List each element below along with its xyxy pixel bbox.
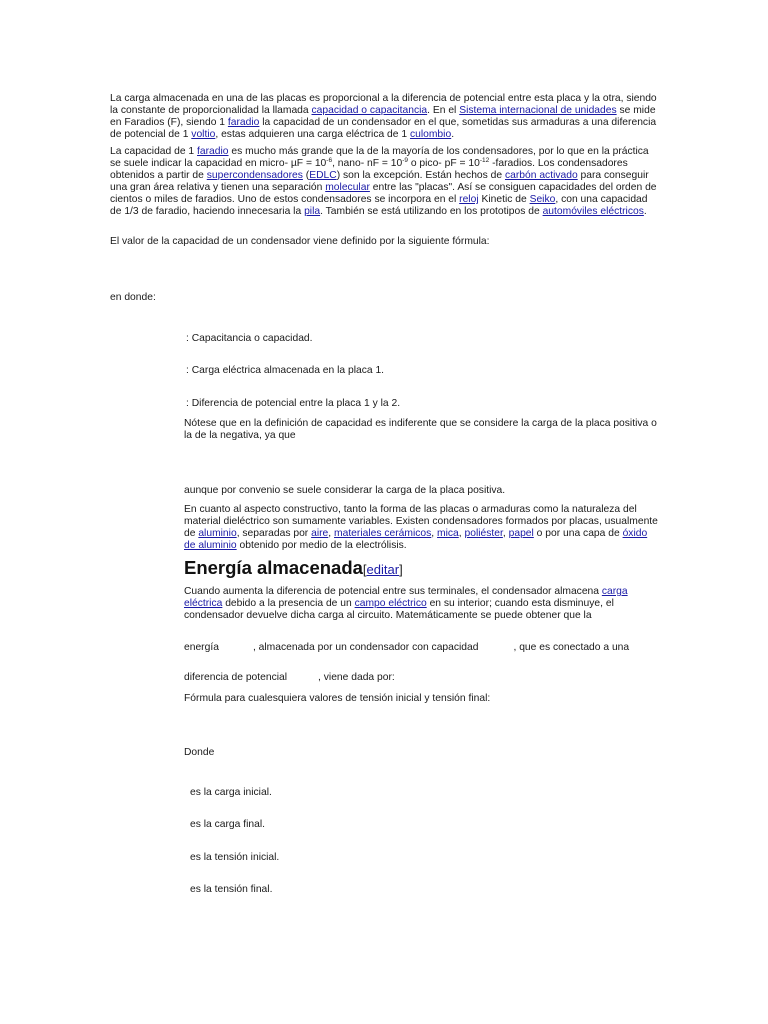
text: , (502, 528, 509, 539)
link-mica[interactable]: mica (437, 528, 459, 539)
text: entre las "placas". Así se consiguen capacidades del orden de cientos o miles de faradios. Uno de estos condensadores se incorpora en el (110, 182, 657, 205)
exponent: -12 (479, 157, 490, 164)
text: , (458, 528, 465, 539)
text: diferencia de potencial (184, 672, 288, 683)
link-campo-electrico[interactable]: campo eléctrico (354, 598, 427, 609)
text: Kinetic de (478, 194, 530, 205)
text: Cuando aumenta la diferencia de potencial entre sus terminales, el condensador almacena (184, 586, 602, 597)
text: , (431, 528, 438, 539)
definition-initial-charge: es la carga inicial. (190, 787, 272, 798)
link-materiales-ceramicos[interactable]: materiales cerámicos (334, 528, 432, 539)
edit-section (363, 562, 403, 577)
text: . (451, 129, 455, 140)
text: debido a la presencia de un (222, 598, 355, 609)
text: , estas adquieren una carga eléctrica de 1 (215, 129, 410, 140)
text: , que es conectado a una (513, 642, 630, 653)
paragraph-formula-general: Fórmula para cualesquiera valores de tensión inicial y tensión final: (184, 693, 491, 704)
definition-capacitance: : Capacitancia o capacidad. (186, 333, 313, 344)
text: En cuanto al aspecto constructivo, tanto la forma de las placas o armaduras como la naturaleza del material dieléctrico son sumamente variables. Existen condensadores formados por placas, usualmente de (184, 504, 658, 539)
exponent: -6 (326, 157, 333, 164)
definition-charge: : Carga eléctrica almacenada en la placa 1. (186, 365, 385, 376)
link-faradio[interactable]: faradio (197, 146, 229, 157)
text: o pico- pF = 10 (407, 158, 480, 169)
definition-potential-difference: : Diferencia de potencial entre la placa 1 y la 2. (186, 398, 401, 409)
text: . También se está utilizando en los prototipos de (320, 206, 543, 217)
heading-title: Energía almacenada (184, 557, 363, 578)
text: es mucho más grande que la de la mayoría de los condensadores, por lo que en la práctica se suele indicar la capacidad en micro- µF = 10 (110, 146, 649, 169)
paragraph-convention: aunque por convenio se suele considerar la carga de la placa positiva. (184, 485, 506, 496)
link-aluminio[interactable]: aluminio (198, 528, 237, 539)
text: la capacidad de un condensador en el que, sometidas sus armaduras a una diferencia de potencial de 1 (110, 117, 657, 140)
link-molecular[interactable]: molecular (325, 182, 370, 193)
text: , nano- nF = 10 (332, 158, 403, 169)
bracket-close: ] (399, 562, 403, 577)
text: en su interior; cuando esta disminuye, el condensador devuelve dicha carga al circuito. Matemáticamente se puede obtener que la (184, 598, 614, 621)
text: energía (184, 642, 219, 653)
bracket-open: [ (362, 562, 367, 577)
link-oxido-de-aluminio[interactable]: óxido de aluminio (184, 528, 648, 551)
text: , (328, 528, 335, 539)
text: -faradios. Los condensadores obtenidos a partir de (110, 158, 628, 181)
exponent: -9 (402, 157, 408, 164)
link-papel[interactable]: papel (508, 528, 534, 539)
paragraph-capacitance-intro (110, 93, 658, 141)
section-heading-energia (184, 557, 658, 581)
link-edlc[interactable]: EDLC (309, 170, 337, 181)
paragraph-potential-line (184, 672, 658, 684)
link-poliester[interactable]: poliéster (464, 528, 503, 539)
text: La carga almacenada en una de las placas es proporcional a la diferencia de potencial entre esta placa y la otra, siendo la constante de proporcionalidad la llamada (110, 93, 657, 116)
link-carga-electrica[interactable]: carga eléctrica (184, 586, 628, 609)
link-pila[interactable]: pila (304, 206, 321, 217)
paragraph-energy-formula-line (184, 642, 664, 654)
paragraph-en-donde: en donde: (110, 292, 156, 303)
link-culombio[interactable]: culombio (409, 129, 452, 140)
paragraph-donde: Donde (184, 747, 215, 758)
link-automoviles-electricos[interactable]: automóviles eléctricos (542, 206, 644, 217)
link-sistema-internacional[interactable]: Sistema internacional de unidades (459, 105, 617, 116)
link-carbon-activado[interactable]: carbón activado (504, 170, 578, 181)
definition-final-charge: es la carga final. (190, 819, 265, 830)
link-reloj[interactable]: reloj (459, 194, 479, 205)
text: . En el (427, 105, 460, 116)
text: ( (302, 170, 310, 181)
text: , con una capacidad de 1/3 de faradio, haciendo innecesaria la (110, 194, 648, 217)
link-seiko[interactable]: Seiko (529, 194, 556, 205)
text: para conseguir una gran área relativa y tienen una separación (110, 170, 649, 193)
text: o por una capa de (533, 528, 623, 539)
text: se mide en Faradios (F), siendo 1 (110, 105, 656, 128)
definition-final-voltage: es la tensión final. (190, 884, 273, 895)
link-aire[interactable]: aire (311, 528, 329, 539)
text: , separadas por (236, 528, 312, 539)
link-faradio[interactable]: faradio (227, 117, 260, 128)
link-capacidad[interactable]: capacidad o capacitancia (311, 105, 428, 116)
paragraph-farad-units (110, 146, 658, 218)
edit-link[interactable]: editar (366, 562, 400, 577)
paragraph-energy-intro (184, 586, 658, 622)
paragraph-formula-intro: El valor de la capacidad de un condensador viene definido por la siguiente fórmula: (110, 236, 490, 247)
link-supercondensadores[interactable]: supercondensadores (206, 170, 303, 181)
text: obtenido por medio de la electrólisis. (236, 540, 407, 551)
text: ) son la excepción. Están hechos de (336, 170, 505, 181)
text: , viene dada por: (318, 672, 395, 683)
link-voltio[interactable]: voltio (191, 129, 216, 140)
text: . (643, 206, 647, 217)
paragraph-note-sign: Nótese que en la definición de capacidad es indiferente que se considere la carga de la placa positiva o la de la negativa, ya que (184, 418, 657, 441)
paragraph-construction (184, 504, 658, 552)
text: La capacidad de 1 (110, 146, 198, 157)
definition-initial-voltage: es la tensión inicial. (190, 852, 280, 863)
text: , almacenada por un condensador con capacidad (252, 642, 479, 653)
